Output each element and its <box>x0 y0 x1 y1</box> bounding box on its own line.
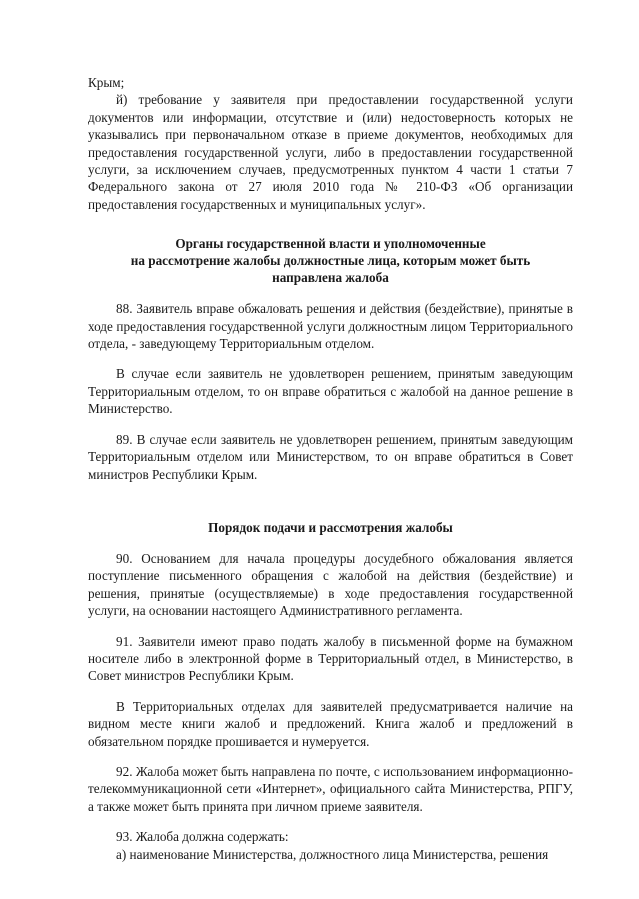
heading-line: направлена жалоба <box>272 270 389 286</box>
heading-line: на рассмотрение жалобы должностные лица, которым может быть <box>130 253 531 269</box>
paragraph-89: 89. В случае если заявитель не удовлетворен решением, принятым заведующим Территориальным отделом или Министерством, то он вправе обратиться в Совет министров Республики Крым. <box>88 431 573 482</box>
continuation-line: Крым; <box>88 75 125 90</box>
paragraph-92: 92. Жалоба может быть направлена по почте, с использованием информационно-телекоммуникационной сети «Интернет», официального сайта Министерства, РПГУ, а также может быть принята при личном приеме заявителя. <box>88 763 573 814</box>
heading-line: Органы государственной власти и уполномоченные <box>175 236 486 252</box>
section-heading-procedure: Порядок подачи и рассмотрения жалобы <box>208 519 453 535</box>
paragraph-91-continued: В Территориальных отделах для заявителей предусматривается наличие на видном месте книги жалоб и предложений. Книга жалоб и предложений в обязательном порядке прошивается и нумеруется. <box>88 698 573 749</box>
paragraph-88-continued: В случае если заявитель не удовлетворен решением, принятым заведующим Территориальным отделом, то он вправе обратиться с жалобой на данное решение в Министерство. <box>88 366 573 417</box>
paragraph-88: 88. Заявитель вправе обжаловать решения и действия (бездействие), принятые в ходе предоставления государственной услуги должностным лицом Территориального отдела, - заведующему Территориальным отделом. <box>88 301 573 352</box>
list-item-y: й) требование у заявителя при предоставлении государственной услуги документов или информации, отсутствие и (или) недостоверность которых не указывались при первоначальном отказе в приеме документов, необходимых для предоставления государственной услуги, либо в предоставлении государственной услуги, за исключением случаев, предусмотренных пунктом 4 части 1 статьи 7 Федерального закона от 27 июля 2010 года № 210-ФЗ «Об организации предоставления государственных и муниципальных услуг». <box>88 92 573 212</box>
paragraph-91: 91. Заявители имеют право подать жалобу в письменной форме на бумажном носителе либо в электронной форме в Территориальный отдел, в Министерство, в Совет министров Республики Крым. <box>88 633 573 684</box>
paragraph-90: 90. Основанием для начала процедуры досудебного обжалования является поступление письменного обращения с жалобой на действия (бездействие) и решения, принятые (осуществляемые) в ходе предоставления государственной услуги, на основании настоящего Административного регламента. <box>88 550 573 619</box>
paragraph-93: 93. Жалоба должна содержать: <box>116 829 289 845</box>
section-heading-authorities <box>88 235 573 286</box>
list-item-a: а) наименование Министерства, должностного лица Министерства, решения <box>116 846 549 862</box>
